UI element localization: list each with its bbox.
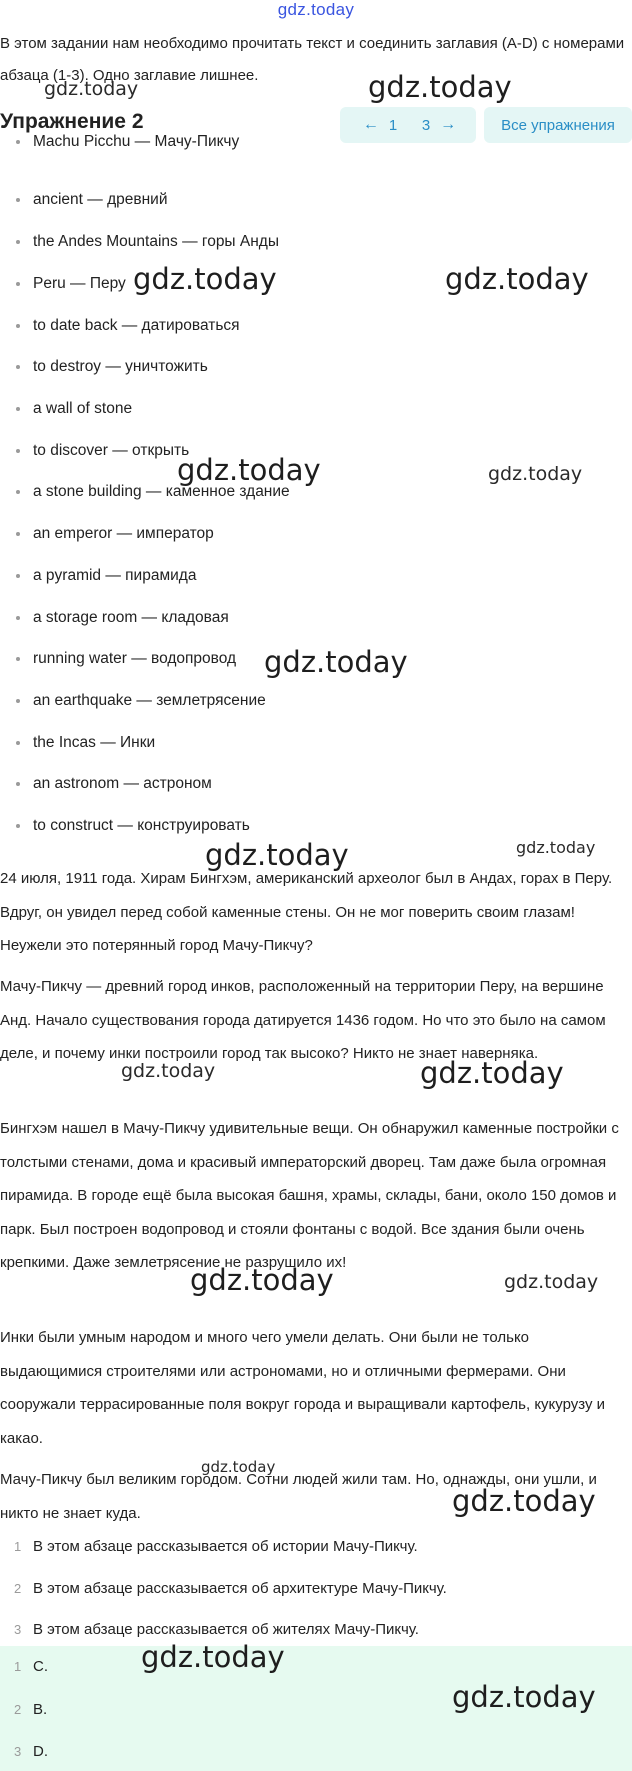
vocab-text: the Incas — Инки — [33, 734, 156, 751]
option-number: 3 — [14, 1621, 22, 1637]
option-number: 2 — [14, 1580, 22, 1596]
vocab-text: an emperor — император — [33, 525, 214, 542]
vocab-text: a storage room — кладовая — [33, 609, 229, 626]
vocab-list — [0, 133, 632, 842]
bullet-icon — [16, 782, 20, 786]
answer-text: B. — [33, 1700, 48, 1718]
vocab-text: a pyramid — пирамида — [33, 567, 197, 584]
answer-item — [0, 1731, 632, 1771]
vocab-text: Peru — Перу — [33, 275, 126, 292]
next-exercise-label: 3 — [421, 116, 431, 134]
bullet-icon — [16, 741, 20, 745]
watermark: gdz.today — [452, 1680, 596, 1714]
watermark: gdz.today — [201, 1458, 276, 1476]
watermark: gdz.today — [445, 262, 589, 296]
option-item — [0, 1526, 632, 1566]
watermark: gdz.today — [488, 463, 583, 485]
vocab-text: an astronom — астроном — [33, 775, 212, 792]
paragraph-5: Мачу-Пикчу был великим городом. Сотни людей жили там. Но, однажды, они ушли, и никто не знает куда. — [0, 1471, 597, 1522]
answer-number: 2 — [14, 1701, 22, 1717]
watermark: gdz.today — [452, 1484, 596, 1518]
watermark: gdz.today — [44, 78, 139, 100]
bullet-icon — [16, 699, 20, 703]
bullet-icon — [16, 657, 20, 661]
bullet-icon — [16, 449, 20, 453]
option-item — [0, 1609, 632, 1649]
exercise-title: Упражнение 2 — [0, 110, 144, 133]
watermark: gdz.today — [205, 838, 349, 872]
bullet-icon — [16, 824, 20, 828]
option-text: В этом абзаце рассказывается об истории Мачу-Пикчу. — [33, 1537, 418, 1555]
prev-exercise-label: 1 — [388, 116, 398, 134]
bullet-icon — [16, 407, 20, 411]
bullet-icon — [16, 365, 20, 369]
vocab-text: to destroy — уничтожить — [33, 358, 208, 375]
watermark: gdz.today — [516, 838, 596, 857]
watermark: gdz.today — [121, 1060, 216, 1082]
vocab-text: a wall of stone — [33, 400, 133, 417]
bullet-icon — [16, 140, 20, 144]
prev-exercise-button[interactable] — [340, 107, 416, 143]
answer-text: D. — [33, 1742, 48, 1760]
watermark: gdz.today — [141, 1640, 285, 1674]
paragraph-1: 24 июля, 1911 года. Хирам Бингхэм, американский археолог был в Андах, горах в Перу. Вдруг, он увидел перед собой каменные стены. Он не мог поверить своим глазам! Неужели это потерянный город Мачу-Пикчу? — [0, 870, 613, 954]
vocab-text: a stone building — каменное здание — [33, 483, 290, 500]
answer-text: C. — [33, 1657, 48, 1675]
option-text: В этом абзаце рассказывается об жителях Мачу-Пикчу. — [33, 1620, 419, 1638]
vocab-text: to construct — конструировать — [33, 817, 250, 834]
option-number: 1 — [14, 1538, 22, 1554]
option-item — [0, 1568, 632, 1608]
answer-number: 1 — [14, 1658, 22, 1674]
intro-text: В этом задании нам необходимо прочитать текст и соединить заглавия (A-D) с номерами абзаца (1-3). Одно заглавие лишнее. — [0, 35, 625, 84]
bullet-icon — [16, 282, 20, 286]
watermark: gdz.today — [133, 262, 277, 296]
vocab-text: running water — водопровод — [33, 650, 237, 667]
vocab-text: Machu Picchu — Мачу-Пикчу — [33, 133, 240, 150]
watermark: gdz.today — [420, 1056, 564, 1090]
vocab-text: an earthquake — землетрясение — [33, 692, 266, 709]
arrow-left-icon: ← — [362, 116, 379, 133]
answer-number: 3 — [14, 1743, 22, 1759]
vocab-text: ancient — древний — [33, 191, 168, 208]
bullet-icon — [16, 574, 20, 578]
watermark: gdz.today — [504, 1271, 599, 1293]
watermark: gdz.today — [368, 70, 512, 104]
bullet-icon — [16, 616, 20, 620]
next-exercise-button[interactable] — [406, 107, 476, 143]
vocab-text: to date back — датироваться — [33, 317, 240, 334]
all-exercises-button[interactable]: Все упражнения — [484, 107, 632, 143]
arrow-right-icon: → — [440, 116, 457, 133]
vocab-text: the Andes Mountains — горы Анды — [33, 233, 279, 250]
watermark: gdz.today — [190, 1263, 334, 1297]
bullet-icon — [16, 324, 20, 328]
watermark: gdz.today — [264, 645, 408, 679]
option-text: В этом абзаце рассказывается об архитектуре Мачу-Пикчу. — [33, 1579, 447, 1597]
paragraph-4: Инки были умным народом и много чего умели делать. Они были не только выдающимися строителями или астрономами, но и отличными фермерами. Они сооружали террасированные поля вокруг города и выращивали картофель, кукурузу и какао. — [0, 1329, 606, 1447]
bullet-icon — [16, 240, 20, 244]
paragraph-3: Бингхэм нашел в Мачу-Пикчу удивительные вещи. Он обнаружил каменные постройки с толстыми стенами, дома и красивый императорский дворец. Там даже была огромная пирамида. В городе ещё была высокая башня, храмы, склады, бани, около 150 домов и парк. Был построен водопровод и стояли фонтаны с водой. Все здания были очень крепкими. Даже землетрясение не разрушило их! — [0, 1120, 619, 1271]
bullet-icon — [16, 532, 20, 536]
bullet-icon — [16, 198, 20, 202]
paragraph-2: Мачу-Пикчу — древний город инков, расположенный на территории Перу, на вершине Анд. Начало существования города датируется 1436 годом. Но что это было на самом деле, и почему инки построили город так высоко? Никто не знает наверняка. — [0, 978, 606, 1062]
watermark: gdz.today — [177, 453, 321, 487]
site-logo[interactable]: gdz.today — [277, 0, 355, 19]
vocab-text: to discover — открыть — [33, 442, 190, 459]
bullet-icon — [16, 490, 20, 494]
